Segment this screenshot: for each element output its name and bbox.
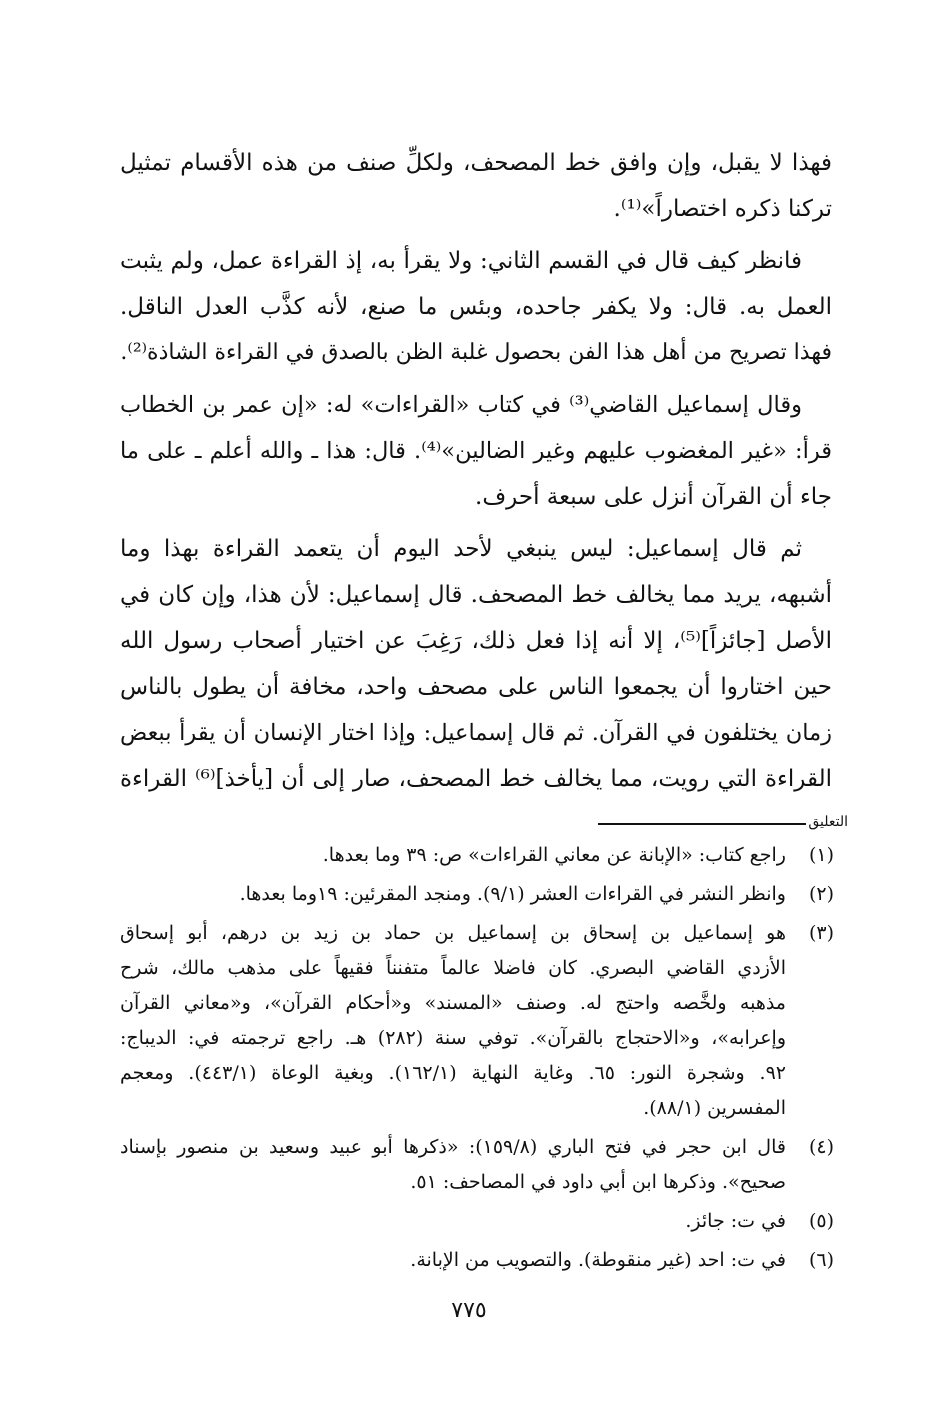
footnote-number: (١) xyxy=(808,844,834,866)
text-line: أشبهه، يريد مما يخالف خط المصحف. قال إسماعيل: لأن هذا، وإن كان في xyxy=(120,582,832,608)
footnote-2 xyxy=(120,877,834,912)
text-line: فهذا تصريح من أهل هذا الفن بحصول غلبة الظن بالصدق في القراءة الشاذة⁽²⁾. xyxy=(120,340,832,365)
footnote-line: راجع كتاب: «الإبانة عن معاني القراءات» ص: ٣٩ وما بعدها. xyxy=(322,844,786,866)
text-line: ثم قال إسماعيل: ليس ينبغي لأحد اليوم أن يتعمد القراءة بهذا وما xyxy=(120,536,802,562)
footnote-line: ٩٢. وشجرة النور: ٦٥. وغاية النهاية (١٦٢/١). وبغية الوعاة (٤٤٣/١). ومعجم xyxy=(120,1062,787,1084)
footnote-line: وانظر النشر في القراءات العشر (٩/١). ومنجد المقرئين: ١٩وما بعدها. xyxy=(239,883,786,905)
text-line: الأصل [جائزاً]⁽⁵⁾، إلا أنه إذا فعل ذلك، رَغِبَ عن اختيار أصحاب رسول الله xyxy=(120,628,832,654)
text-line: فانظر كيف قال في القسم الثاني: ولا يقرأ به، إذ القراءة عمل، ولم يثبت xyxy=(120,248,802,274)
footnote-3 xyxy=(120,916,834,1126)
separator-rule xyxy=(598,823,806,825)
footnote-4 xyxy=(120,1130,834,1200)
footnote-number: (٦) xyxy=(808,1249,834,1271)
footnote-line: وإعرابه»، و«الاحتجاج بالقرآن». توفي سنة (٢٨٢) هـ. راجع ترجمته في: الديباج: xyxy=(120,1027,787,1049)
text-line: قرأ: «غير المغضوب عليهم وغير الضالين»⁽⁴⁾. قال: هذا ـ والله أعلم ـ على ما xyxy=(120,438,832,464)
footnote-number: (٣) xyxy=(808,922,834,944)
footnote-number: (٢) xyxy=(808,883,834,905)
footnote-line: في ت: احد (غير منقوطة). والتصويب من الإبانة. xyxy=(410,1249,786,1271)
text-line: حين اختاروا أن يجمعوا الناس على مصحف واحد، مخافة أن يطول بالناس xyxy=(120,674,832,700)
paragraph-4 xyxy=(120,526,832,802)
text-line: جاء أن القرآن أنزل على سبعة أحرف. xyxy=(475,484,832,510)
footnote-number: (٥) xyxy=(808,1210,834,1232)
footnote-label: التعليق xyxy=(808,814,848,830)
text-line: العمل به. قال: ولا يكفر جاحده، وبئس ما صنع، لأنه كذَّب العدل الناقل. xyxy=(120,294,832,320)
footnotes xyxy=(120,838,834,1282)
footnote-line: الأزدي القاضي البصري. كان فاضلا عالماً متفنناً فقيهاً على مذهب مالك، شرح xyxy=(120,957,786,979)
text-line: تركنا ذكره اختصاراً»⁽¹⁾. xyxy=(613,196,832,222)
paragraph-3 xyxy=(120,382,832,520)
footnote-line: مذهبه ولخَّصه واحتج له. وصنف «المسند» و«أحكام القرآن»، و«معاني القرآن xyxy=(120,992,786,1014)
text-line: زمان يختلفون في القرآن. ثم قال إسماعيل: وإذا اختار الإنسان أن يقرأ ببعض xyxy=(120,720,832,746)
text-line: وقال إسماعيل القاضي⁽³⁾ في كتاب «القراءات» له: «إن عمر بن الخطاب xyxy=(120,392,802,418)
footnote-line: هو إسماعيل بن إسحاق بن إسماعيل بن حماد بن زيد بن درهم، أبو إسحاق xyxy=(120,922,786,944)
footnote-separator xyxy=(598,812,848,834)
paragraph-1 xyxy=(120,140,832,232)
main-text xyxy=(120,140,832,808)
footnote-line: قال ابن حجر في فتح الباري (١٥٩/٨): «ذكرها أبو عبيد وسعيد بن منصور بإسناد xyxy=(120,1136,786,1158)
footnote-line: صحيح». وذكرها ابن أبي داود في المصاحف: ٥١. xyxy=(410,1171,786,1193)
page-number: ٧٧٥ xyxy=(451,1298,487,1323)
footnote-6 xyxy=(120,1243,834,1278)
footnote-line: المفسرين (٨٨/١). xyxy=(643,1097,786,1119)
text-line: فهذا لا يقبل، وإن وافق خط المصحف، ولكلِّ صنف من هذه الأقسام تمثيل xyxy=(120,150,832,176)
footnote-5 xyxy=(120,1204,834,1239)
footnote-line: في ت: جائز. xyxy=(685,1210,786,1232)
footnote-1 xyxy=(120,838,834,873)
text-line: القراءة التي رويت، مما يخالف خط المصحف، صار إلى أن [يأخذ]⁽⁶⁾ القراءة xyxy=(120,766,832,792)
paragraph-2 xyxy=(120,238,832,376)
footnote-number: (٤) xyxy=(808,1136,834,1158)
